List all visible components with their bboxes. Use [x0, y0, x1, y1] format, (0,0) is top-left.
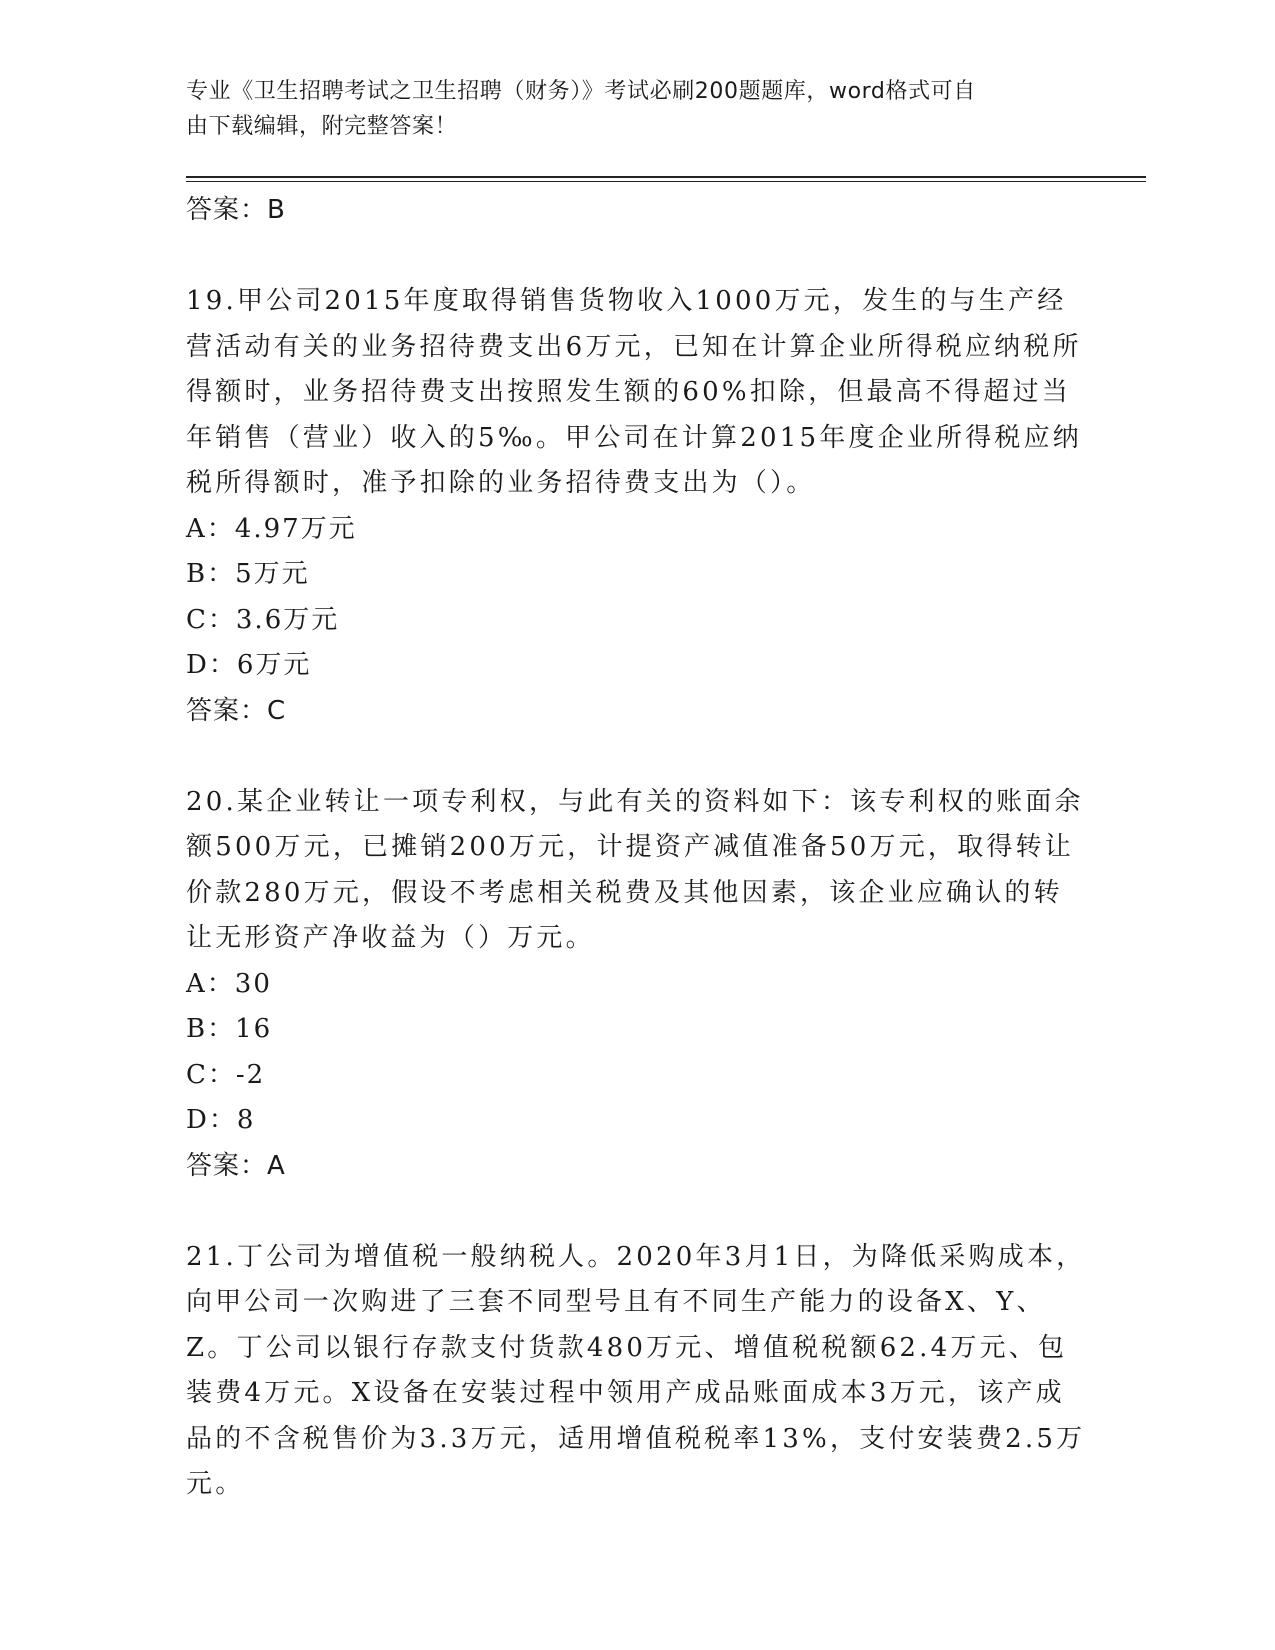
header-divider-thin — [186, 181, 1146, 182]
question-block-19 — [186, 279, 1086, 734]
answer-line-19: 答案：C — [186, 695, 287, 726]
option-d: D：8 — [186, 1105, 256, 1135]
header-divider-thick — [186, 176, 1146, 178]
question-text-21: 21.丁公司为增值税一般纳税人。2020年3月1日，为降低采购成本，向甲公司一次购进了三套不同型号且有不同生产能力的设备X、Y、Z。丁公司以银行存款支付货款480万元、增值税税额62.4万元、包装费4万元。X设备在安装过程中领用产成品账面成本3万元，该产成品的不含税售价为3.3万元，适用增值税税率13%，支付安装费2.5万元。 — [186, 1241, 1086, 1499]
option-a: A：4.97万元 — [186, 513, 357, 544]
question-block-21 — [186, 1235, 1086, 1508]
question-text-19: 19.甲公司2015年度取得销售货物收入1000万元，发生的与生产经营活动有关的业务招待费支出6万元，已知在计算企业所得税应纳税所得额时，业务招待费支出按照发生额的60%扣除，但最高不得超过当年销售（营业）收入的5‰。甲公司在计算2015年度企业所得税应纳税所得额时，准予扣除的业务招待费支出为（）。 — [186, 286, 1082, 498]
option-a: A：30 — [186, 968, 272, 999]
option-b: B：16 — [186, 1014, 273, 1044]
option-b: B：5万元 — [186, 559, 310, 589]
header-line-1: 专业《卫生招聘考试之卫生招聘（财务）》考试必刷200题题库，word格式可自 — [186, 79, 976, 104]
option-c: C：3.6万元 — [186, 604, 340, 635]
option-c: C：-2 — [186, 1059, 266, 1090]
answer-line-20: 答案：A — [186, 1150, 286, 1181]
document-header — [186, 74, 1066, 144]
question-block-20 — [186, 780, 1086, 1189]
answer-line-18: 答案：B — [186, 195, 286, 225]
option-d: D：6万元 — [186, 650, 312, 680]
question-text-20: 20.某企业转让一项专利权，与此有关的资料如下：该专利权的账面余额500万元，已摊销200万元，计提资产减值准备50万元，取得转让价款280万元，假设不考虑相关税费及其他因素，该企业应确认的转让无形资产净收益为（）万元。 — [186, 786, 1084, 953]
header-line-2: 由下载编辑，附完整答案！ — [186, 114, 458, 139]
question-list — [186, 188, 1086, 1508]
